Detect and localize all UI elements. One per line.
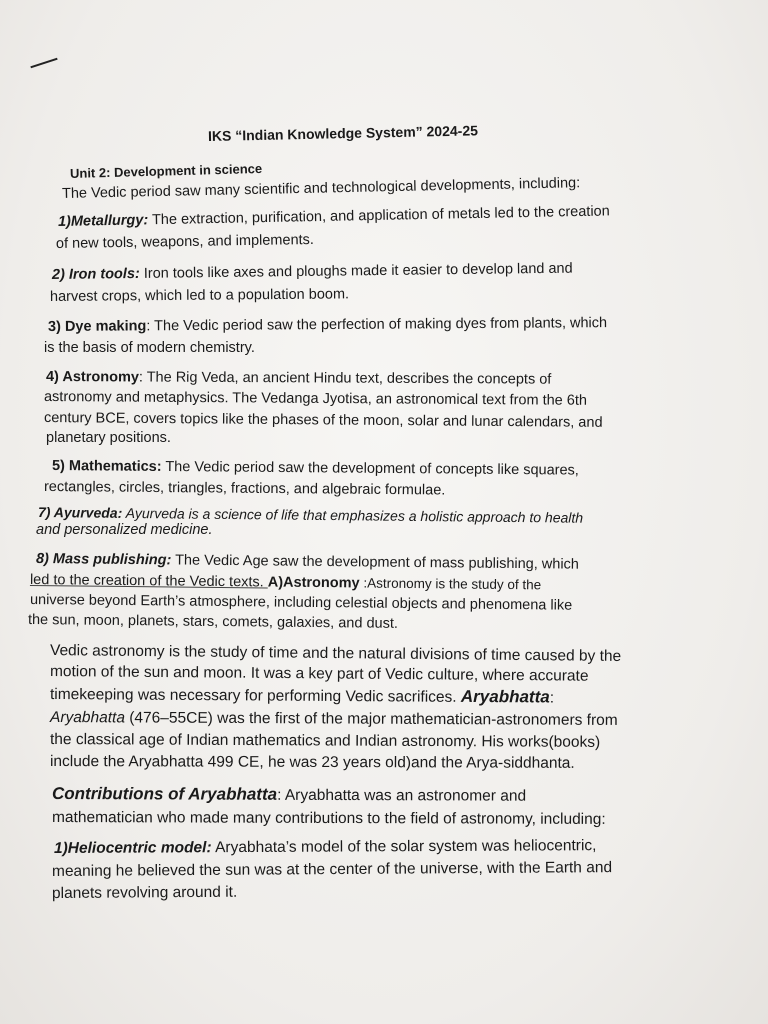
vedic-astronomy-line5: the classical age of Indian mathematics and Indian astronomy. His works(books) <box>49 731 601 751</box>
intro-text: The Vedic period saw many scientific and technological developments, including: <box>61 175 581 202</box>
item-text: :Astronomy is the study of the <box>359 575 542 593</box>
item-mass-publishing-line3: universe beyond Earth’s atmosphere, including celestial objects and phenomena like <box>29 592 573 614</box>
vedic-astronomy-line4 <box>50 707 618 732</box>
item-label: 2) Iron tools: <box>51 265 140 283</box>
item-astronomy-line1 <box>46 368 551 390</box>
item-label: 5) Mathematics: <box>51 458 162 475</box>
heliocentric-line1 <box>54 835 597 860</box>
item-astronomy-line2: astronomy and metaphysics. The Vedanga Jyotisa, an astronomical text from the 6th <box>43 389 588 409</box>
paragraph-text: : <box>549 689 555 707</box>
pen-mark <box>30 58 57 69</box>
item-metallurgy-line2: of new tools, weapons, and implements. <box>55 231 315 252</box>
vedic-astronomy-line6: include the Aryabhatta 499 CE, he was 23 years old)and the Arya-siddhanta. <box>49 753 575 772</box>
item-astronomy-line3: century BCE, covers topics like the phases of the moon, solar and lunar calendars, and <box>43 410 603 431</box>
aryabhatta-name: Aryabhatta <box>49 709 126 727</box>
item-label: 3) Dye making <box>47 318 147 335</box>
item-text: The Vedic Age saw the development of mass publishing, which <box>171 552 579 573</box>
item-text: The extraction, purification, and application of metals led to the creation <box>148 203 610 229</box>
vedic-astronomy-line1: Vedic astronomy is the study of time and the natural divisions of time caused by the <box>49 642 622 665</box>
contributions-heading: Contributions of Aryabhatta <box>51 784 278 804</box>
item-dye-making-line2: is the basis of modern chemistry. <box>44 340 255 356</box>
aryabhatta-heading: Aryabhatta <box>460 686 550 707</box>
item-iron-tools-line1 <box>52 260 573 285</box>
document-title: IKS “Indian Knowledge System” 2024-25 <box>207 122 479 144</box>
item-mathematics-line2: rectangles, circles, triangles, fractions, and algebraic formulae. <box>43 479 446 499</box>
item-text: : The Rig Veda, an ancient Hindu text, describes the concepts of <box>138 369 552 388</box>
contributions-line1 <box>52 783 526 808</box>
heliocentric-line2: meaning he believed the sun was at the center of the universe, with the Earth and <box>51 859 613 880</box>
item-text: The Vedic period saw the development of concepts like squares, <box>161 458 579 479</box>
item-text: : The Vedic period saw the perfection of making dyes from plants, which <box>146 315 608 335</box>
item-label: 1)Metallurgy: <box>57 212 149 230</box>
item-text: Iron tools like axes and ploughs made it easier to develop land and <box>139 260 573 282</box>
paragraph-text: Aryabhata’s model of the solar system was heliocentric, <box>211 837 597 857</box>
item-metallurgy-line1 <box>58 202 610 232</box>
item-label: 4) Astronomy <box>45 369 139 386</box>
item-iron-tools-line2: harvest crops, which led to a population boom. <box>49 286 350 305</box>
item-dye-making-line1 <box>48 314 607 337</box>
unit-heading: Unit 2: Development in science <box>69 160 263 181</box>
paragraph-text: (476–55CE) was the first of the major mathematician-astronomers from <box>124 709 618 729</box>
paragraph-text: : Aryabhatta was an astronomer and <box>277 786 527 805</box>
item-label: 7) Ayurveda: <box>37 504 123 521</box>
heliocentric-label: 1)Heliocentric model: <box>53 839 212 857</box>
paragraph-text: timekeeping was necessary for performing Vedic sacrifices. <box>49 686 461 706</box>
item-ayurveda-line2: and personalized medicine. <box>36 522 213 538</box>
astronomy-label: A)Astronomy <box>267 574 360 592</box>
vedic-astronomy-line2: motion of the sun and moon. It was a key part of Vedic culture, where accurate <box>49 663 589 685</box>
item-mass-publishing-line4: the sun, moon, planets, stars, comets, galaxies, and dust. <box>27 612 399 632</box>
vedic-astronomy-line3 <box>50 683 554 710</box>
heliocentric-line3: planets revolving around it. <box>51 883 238 902</box>
item-text: Ayurveda is a science of life that emphasizes a holistic approach to health <box>122 504 584 526</box>
item-label: 8) Mass publishing: <box>35 551 172 569</box>
contributions-line2: mathematician who made many contributions to the field of astronomy, including: <box>51 809 606 828</box>
item-text: led to the creation of the Vedic texts. <box>29 572 268 591</box>
item-mathematics-line1 <box>52 457 579 481</box>
item-astronomy-line4: planetary positions. <box>46 430 171 446</box>
